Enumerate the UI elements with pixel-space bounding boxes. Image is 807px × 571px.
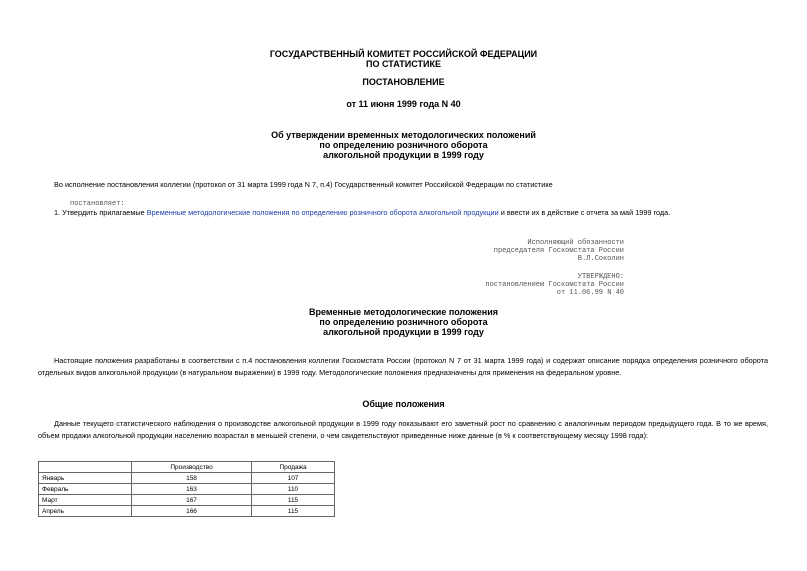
approved-block	[430, 273, 624, 297]
doc-type: ПОСТАНОВЛЕНИЕ	[362, 77, 445, 87]
table-header-empty	[39, 462, 132, 473]
preamble: Во исполнение постановления коллегии (протокол от 31 марта 1999 года N 7, п.4) Государственный комитет Российской Федерации по статистике	[54, 180, 553, 189]
item-1	[54, 207, 774, 219]
item-1-before: 1. Утвердить прилагаемые	[54, 208, 147, 217]
table-cell-month: Март	[39, 495, 132, 506]
signature-line1: Исполняющий обязанности	[527, 239, 624, 247]
table-cell-production: 167	[132, 495, 252, 506]
annex-link[interactable]: Временные методологические положения по определению розничного оборота алкогольной продукции	[146, 208, 499, 217]
org-name-line2: ПО СТАТИСТИКЕ	[366, 59, 441, 69]
table-cell-production: 158	[132, 473, 252, 484]
table-cell-sales: 115	[252, 495, 335, 506]
table-header-production: Производство	[132, 462, 252, 473]
table-row	[39, 495, 335, 506]
intro-paragraph: Настоящие положения разработаны в соответствии с п.4 постановления коллегии Госкомстата России (протокол N 7 от 31 марта 1999 года) и содержат описание порядка определения розничного оборота отдельных видов алкогольной продукции (в натуральном выражении) в 1999 году. Методологические положения предназначены для применения на федеральном уровне.	[38, 356, 768, 377]
table-cell-production: 166	[132, 506, 252, 517]
signature-name: В.Л.Соколин	[577, 255, 624, 263]
table-cell-sales: 115	[252, 506, 335, 517]
table-row	[39, 484, 335, 495]
approved-line1: УТВЕРЖДЕНО:	[577, 273, 624, 281]
doc-title-line1: Об утверждении временных методологических положений	[271, 130, 536, 140]
doc-title-line3: алкогольной продукции в 1999 году	[323, 150, 484, 160]
doc-title-line2: по определению розничного оборота	[319, 140, 488, 150]
approved-line2: постановлением Госкомстата России	[485, 281, 624, 289]
annex-title-line1: Временные методологические положения	[308, 307, 499, 317]
section-title: Общие положения	[362, 399, 445, 409]
table-header-row	[39, 462, 335, 473]
table-cell-sales: 110	[252, 484, 335, 495]
table-cell-month: Апрель	[39, 506, 132, 517]
table-cell-sales: 107	[252, 473, 335, 484]
table-row	[39, 506, 335, 517]
annex-title-line3: алкогольной продукции в 1999 году	[323, 327, 484, 337]
doc-date-number: от 11 июня 1999 года N 40	[346, 99, 461, 109]
general-paragraph: Данные текущего статистического наблюдения о производстве алкогольной продукции в 1999 году показывают его заметный рост по сравнению с аналогичным периодом предыдущего года. В то же время, объем продажи алкогольной продукции населению возрастал в меньшей степени, о чем свидетельствуют приведенные ниже данные (в % к соответствующему месяцу 1998 года):	[38, 419, 768, 440]
decides-word: постановляет:	[70, 200, 125, 208]
table-cell-month: Февраль	[39, 484, 132, 495]
signature-block	[430, 239, 624, 263]
table-row	[39, 473, 335, 484]
table-cell-production: 163	[132, 484, 252, 495]
org-name-line1: ГОСУДАРСТВЕННЫЙ КОМИТЕТ РОССИЙСКОЙ ФЕДЕРАЦИИ	[269, 49, 538, 59]
approved-line3: от 11.06.99 N 40	[556, 289, 624, 297]
annex-title-line2: по определению розничного оборота	[319, 317, 488, 327]
signature-line2: председателя Госкомстата России	[493, 247, 624, 255]
production-sales-table	[38, 461, 335, 517]
table-cell-month: Январь	[39, 473, 132, 484]
item-1-after: и ввести их в действие с отчета за май 1999 года.	[498, 208, 671, 217]
table-header-sales: Продажа	[252, 462, 335, 473]
